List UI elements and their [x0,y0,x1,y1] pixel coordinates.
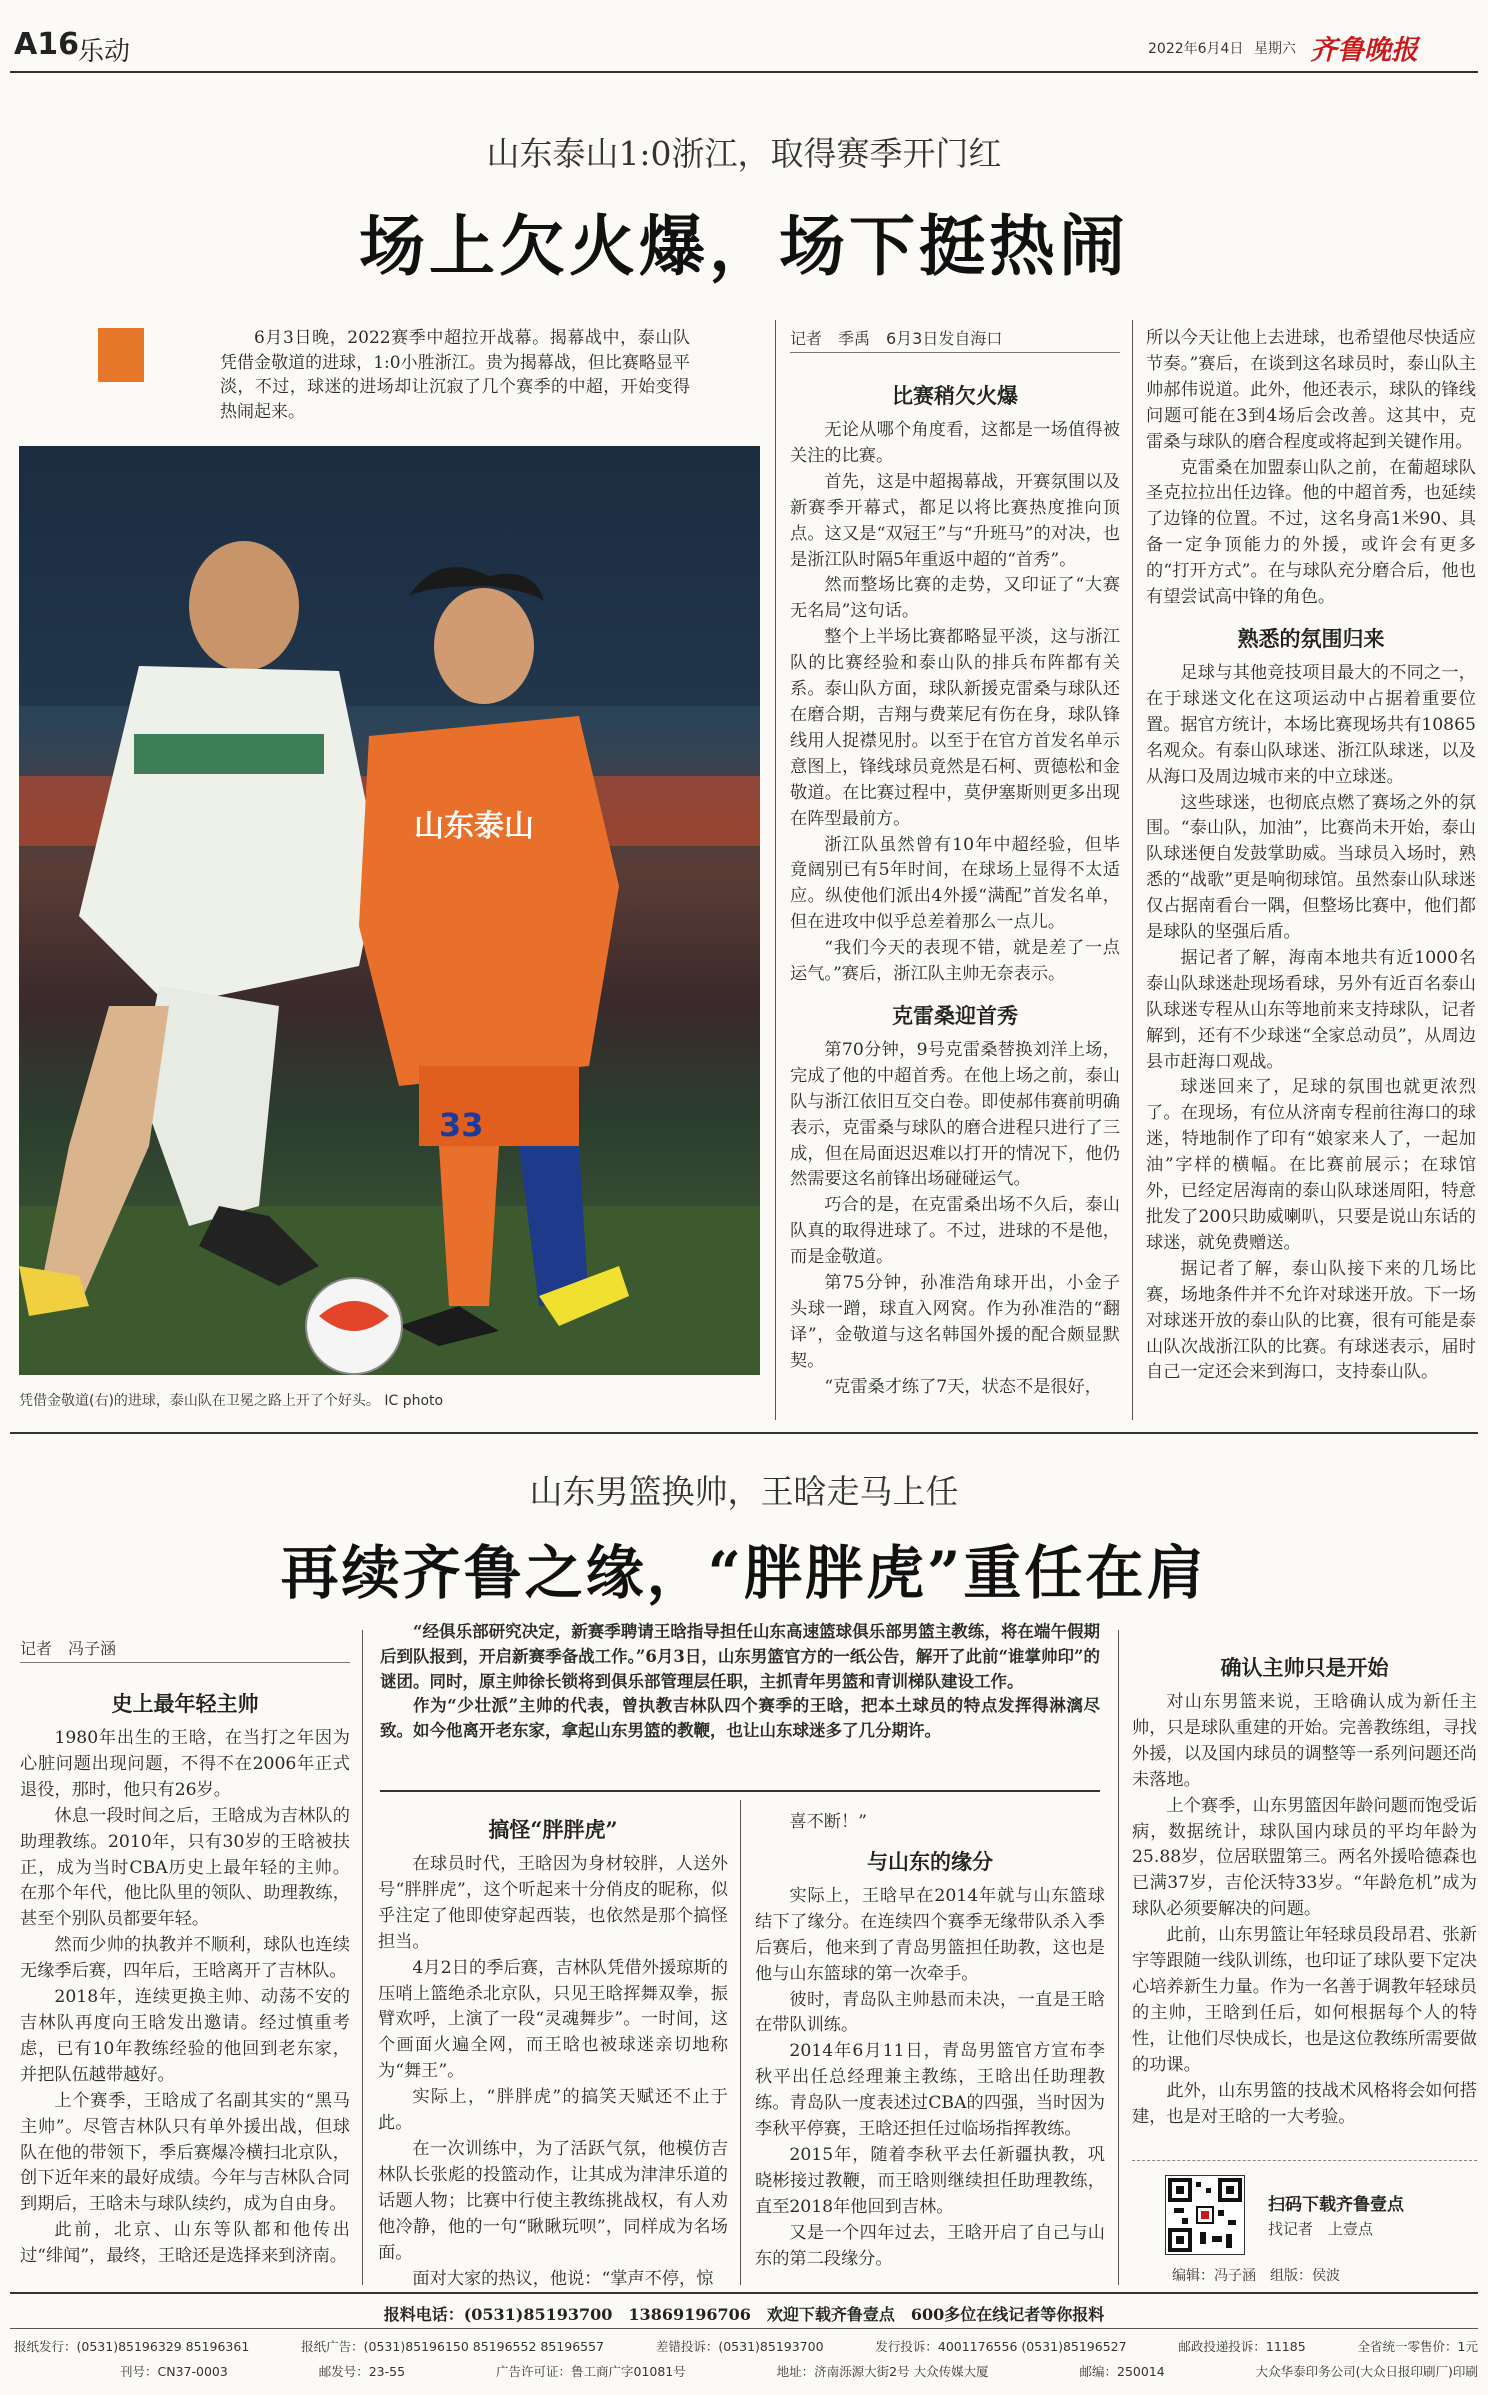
body-paragraph: 此前，山东男篮让年轻球员段昂君、张新宇等跟随一线队训练，也印证了球队要下定决心培养新生力量。作为一名善于调教年轻球员的主帅，王晗到任后，如何根据每个人的特性，让他们尽快成长，也是这位教练所需要做的功课。 [1132,1925,1477,2075]
body-paragraph: 又是一个四年过去，王晗开启了自己与山东的第二段缘分。 [755,2222,1105,2269]
qr-line-2: 找记者 上壹点 [1268,2220,1374,2238]
masthead-logo: 齐鲁晚报 [1310,35,1418,66]
subhead-a2-1: 史上最年轻主帅 [111,1691,259,1716]
body-paragraph: 2014年6月11日，青岛男篮官方宣布李秋平出任总经理兼主教练，王晗出任助理教练。青岛队一度表述过CBA的四强，当时因为李秋平停赛，王晗还担任过临场指挥教练。 [755,2041,1105,2140]
qr-line-1: 扫码下载齐鲁壹点 [1268,2195,1404,2215]
body-paragraph: 第70分钟，9号克雷桑替换刘洋上场，完成了他的中超首秀。在他上场之前，泰山队与浙江依旧互交白卷。即使郝伟赛前明确表示，克雷桑与球队的磨合进程只进行了三成，但在局面迟迟难以打开的情况下，他仍然需要这名前锋出场碰碰运气。 [790,1039,1120,1190]
qr-code[interactable] [1165,2175,1245,2255]
body-paragraph: 在球员时代，王晗因为身材较胖，人送外号“胖胖虎”，这个听起来十分俏皮的昵称，似乎注定了他即使穿起西装，也依然是那个搞怪担当。 [378,1854,728,1952]
body-paragraph: 巧合的是，在克雷桑出场不久后，泰山队真的取得进球了。不过，进球的不是他，而是金敬道。 [790,1195,1120,1268]
subhead-a2-2: 搞怪“胖胖虎” [488,1817,618,1842]
body-paragraph: 所以今天让他上去进球，也希望他尽快适应节奏。”赛后，在谈到这名球员时，泰山队主帅郝伟说道。此外，他还表示，球队的锋线问题可能在3到4场后会改善。这其中，克雷桑与球队的磨合程度或将起到关键作用。 [1146,328,1476,452]
article1-lead [220,326,690,424]
body-paragraph: 据记者了解，海南本地共有近1000名泰山队球迷赴现场看球，另外有近百名泰山队球迷专程从山东等地前来支持球队，记者解到，还有不少球迷“全家总动员”，从周边县市赶海口观战。 [1146,947,1476,1072]
issue-date: 2022年6月4日 [1148,41,1244,57]
divider-a1-1 [775,320,776,1420]
body-paragraph: 对山东男篮来说，王晗确认成为新任主帅，只是球队重建的开始。完善教练组，寻找外援，以及国内球员的调整等一系列问题还尚未落地。 [1132,1692,1477,1790]
article1-col3 [1146,326,1476,1386]
subhead-2: 克雷桑迎首秀 [892,1002,1018,1028]
lead-marker [98,328,144,382]
article2-col2 [378,1810,728,2292]
body-paragraph: 在一次训练中，为了活跃气氛，他模仿吉林队长张彪的投篮动作，让其成为津津乐道的话题人物；比赛中行使主教练挑战权，有人劝他冷静，他的一句“瞅瞅玩呗”，同样成为名场面。 [378,2138,728,2263]
svg-text:山东泰山: 山东泰山 [414,809,534,844]
body-paragraph: 实际上，“胖胖虎”的搞笑天赋还不止于此。 [378,2087,728,2134]
body-paragraph: “经俱乐部研究决定，新赛季聘请王晗指导担任山东高速篮球俱乐部男篮主教练，将在端午假期后到队报到，开启新赛季备战工作。”6月3日，山东男篮官方的一纸公告，解开了此前“谁掌帅印”的谜团。同时，原主帅徐长锁将到俱乐部管理层任职，主抓青年男篮和青训梯队建设工作。 [380,1622,1100,1691]
footer-rule [10,2292,1478,2294]
intro-rule [380,1790,1100,1792]
footer-row-2: 刊号：CN37-0003 邮发号：23-55 广告许可证：鲁工商广字01081号 地址：济南泺源大街2号 大众传媒大厦 邮编：250014 大众华泰印务公司(大众日报印刷厂)印刷 [120,2364,1478,2379]
body-paragraph: 彼时，青岛队主帅悬而未决，一直是王晗在带队训练。 [755,1989,1105,2036]
article1-title: 场上欠火爆，场下挺热闹 [359,207,1129,285]
subhead-a2-3: 与山东的缘分 [867,1848,993,1874]
byline-rule [790,352,1120,353]
body-paragraph: 据记者了解，泰山队接下来的几场比赛，场地条件并不允许对球迷开放。下一场对球迷开放的泰山队的比赛，很有可能是泰山队次战浙江队的比赛。有球迷表示，届时自己一定还会来到海口，支持泰山队。 [1146,1258,1476,1383]
body-paragraph: 上个赛季，王晗成了名副其实的“黑马主帅”。尽管吉林队只有单外援出战，但球队在他的带领下，季后赛爆冷横扫北京队，创下近年来的最好成绩。今年与吉林队合同到期后，王晗未与球队续约，成为自由身。 [20,2090,350,2215]
body-paragraph: “我们今天的表现不错，就是差了一点运气。”赛后，浙江队主帅无奈表示。 [790,938,1120,985]
byline2-rule [20,1662,350,1663]
article2-title: 再续齐鲁之缘，“胖胖虎”重任在肩 [280,1539,1208,1607]
body-paragraph: 足球与其他竞技项目最大的不同之一，在于球迷文化在这项运动中占据着重要位置。据官方统计，本场比赛现场共有10865名观众。有泰山队球迷、浙江队球迷，以及从海口及周边城市来的中立球迷。 [1146,662,1476,787]
body-paragraph: 然而整场比赛的走势，又印证了“大赛无名局”这句话。 [790,575,1120,622]
article1-col2 [790,368,1120,1401]
article1-kicker: 山东泰山1:0浙江，取得赛季开门红 [486,134,1002,173]
section-name: 乐动 [78,37,131,67]
body-paragraph: 休息一段时间之后，王晗成为吉林队的助理教练。2010年，只有30岁的王晗被扶正，成为当时CBA历史上最年轻的主帅。在那个年代，他比队里的领队、助理教练，甚至个别队员都要年轻。 [20,1805,350,1930]
divider-a1-2 [1132,320,1133,1420]
divider-a2-3 [1118,1630,1119,2285]
body-paragraph: 6月3日晚，2022赛季中超拉开战幕。揭幕战中，泰山队凭借金敬道的进球，1:0小胜浙江。贵为揭幕战，但比赛略显平淡，不过，球迷的进场却让沉寂了几个赛季的中超，开始变得热闹起来。 [220,328,690,422]
body-paragraph: 4月2日的季后赛，吉林队凭借外援琼斯的压哨上篮绝杀北京队，只见王晗挥舞双拳，振臂欢呼，上演了一段“灵魂舞步”。一时间，这个画面火遍全网，而王晗也被球迷亲切地称为“舞王”。 [378,1957,728,2082]
footer-row-1: 报纸发行：(0531)85196329 85196361 报纸广告：(0531)85196150 85196552 85196557 差错投诉：(0531)85193700 发行投诉：4001176556 (0531)85196527 邮政投递投诉：11185 全省统一零售价：1元 [14,2339,1478,2354]
divider-a2-1 [362,1630,363,2285]
body-paragraph: 喜不断！” [789,1812,867,1832]
photo-caption: 凭借金敬道(右)的进球，泰山队在卫冕之路上开了个好头。 IC photo [19,1393,444,1409]
body-paragraph: 此外，山东男篮的技战术风格将会如何搭建，也是对王晗的一大考验。 [1132,2080,1477,2127]
divider-a2-2 [740,1800,741,2285]
body-paragraph: 1980年出生的王晗，在当打之年因为心脏问题出现问题，不得不在2006年正式退役，那时，他只有26岁。 [20,1728,350,1800]
article2-intro [380,1620,1100,1744]
subhead-1: 比赛稍欠火爆 [892,383,1018,408]
article2-col1 [20,1676,350,2270]
issue-weekday: 星期六 [1254,41,1296,57]
body-paragraph: 实际上，王晗早在2014年就与山东篮球结下了缘分。在连续四个赛季无缘带队杀入季后赛后，他来到了青岛男篮担任助教，这也是他与山东篮球的第一次牵手。 [755,1885,1105,1984]
body-paragraph: 浙江队虽然曾有10年中超经验，但毕竟阔别已有5年时间，在球场上显得不太适应。纵使他们派出4外援“满配”首发名单，但在进攻中似乎总差着那么一点儿。 [790,834,1120,933]
body-paragraph: 这些球迷，也彻底点燃了赛场之外的氛围。“泰山队，加油”，比赛尚未开始，泰山队球迷便自发鼓掌助威。当球员入场时，熟悉的“战歌”更是响彻球馆。虽然泰山队球迷仅占据南看台一隅，但整场比赛中，他们都是球队的坚强后盾。 [1146,792,1476,943]
body-paragraph: 然而少帅的执教并不顺利，球队也连续无缘季后赛，四年后，王晗离开了吉林队。 [20,1935,350,1982]
svg-text:33: 33 [439,1106,484,1144]
body-paragraph: 克雷桑在加盟泰山队之前，在葡超球队圣克拉拉出任边锋。他的中超首秀，也延续了边锋的位置。不过，这名身高1米90、具备一定争顶能力的外援，或许会有更多的“打开方式”。在与球队充分磨合后，他也有望尝试高中锋的角色。 [1146,457,1476,608]
body-paragraph: 此前，北京、山东等队都和他传出过“绯闻”，最终，王晗还是选择来到济南。 [20,2220,350,2267]
footer-hotline: 报料电话：(0531)85193700 13869196706 欢迎下载齐鲁壹点 600多位在线记者等你报料 [383,2305,1105,2324]
article2-col4 [1132,1640,1477,2130]
match-photo [19,446,760,1375]
body-paragraph: 2015年，随着李秋平去任新疆执教，巩晓彬接过教鞭，而王晗则继续担任助理教练，直至2018年他回到吉林。 [755,2144,1105,2217]
body-paragraph: 上个赛季，山东男篮因年龄问题而饱受诟病，数据统计，球队国内球员的平均年龄为25.88岁，位居联盟第三。两名外援哈德森也已满37岁，吉伦沃特33岁。“年龄危机”成为球队必须要解决的问题。 [1132,1795,1477,1920]
footer-rule-2 [10,2328,1478,2329]
body-paragraph: 面对大家的热议，他说：“掌声不停，惊 [412,2268,714,2289]
subhead-3: 熟悉的氛围归来 [1237,625,1385,651]
body-paragraph: 作为“少壮派”主帅的代表，曾执教吉林队四个赛季的王晗，把本土球员的特点发挥得淋漓尽致。如今他离开老东家，拿起山东男篮的教鞭，也让山东球迷多了几分期许。 [380,1696,1100,1741]
page-number: A16 [14,27,79,62]
body-paragraph: 整个上半场比赛都略显平淡，这与浙江队的比赛经验和泰山队的排兵布阵都有关系。泰山队方面，球队新援克雷桑与球队还在磨合期，吉翔与费莱尼有伤在身，球队锋线用人捉襟见肘。以至于在官方首发名单示意图上，锋线球员竟然是石柯、贾德松和金敬道。在比赛过程中，莫伊塞斯则更多出现在阵型最前方。 [790,627,1120,829]
body-paragraph: 无论从哪个角度看，这都是一场值得被关注的比赛。 [790,420,1120,466]
body-paragraph: 2018年，连续更换主帅、动荡不安的吉林队再度向王晗发出邀请。经过慎重考虑，已有10年教练经验的他回到老东家，并把队伍越带越好。 [20,1987,350,2085]
editor-credit: 编辑：冯子涵 组版：侯波 [1172,2268,1340,2284]
subhead-a2-4: 确认主帅只是开始 [1220,1655,1389,1680]
body-paragraph: 首先，这是中超揭幕战，开赛氛围以及新赛季开幕式，都足以将比赛热度推向顶点。这又是“双冠王”与“升班马”的对决，也是浙江队时隔5年重返中超的“首秀”。 [790,471,1120,570]
body-paragraph: “克雷桑才练了7天，状态不是很好， [824,1376,1102,1397]
body-paragraph: 第75分钟，孙准浩角球开出，小金子头球一蹭，球直入网窝。作为孙准浩的“翻译”，金敬道与这名韩国外援的配合颇显默契。 [790,1273,1120,1371]
article2-byline: 记者 冯子涵 [20,1639,117,1658]
article2-col3 [755,1810,1105,2273]
body-paragraph: 球迷回来了，足球的氛围也就更浓烈了。在现场，有位从济南专程前往海口的球迷，特地制作了印有“娘家来人了，一起加油”字样的横幅。在比赛前展示；在球馆外，已经定居海南的泰山队球迷周阳，特意批发了200只助威喇叭，只要是说山东话的球迷，就免费赠送。 [1146,1077,1476,1253]
header-rule [10,71,1478,73]
article-separator [10,1432,1478,1434]
article2-kicker: 山东男篮换帅，王晗走马上任 [529,1472,959,1511]
qr-rule [1132,2160,1477,2161]
article1-byline: 记者 季禹 6月3日发自海口 [790,329,1003,348]
